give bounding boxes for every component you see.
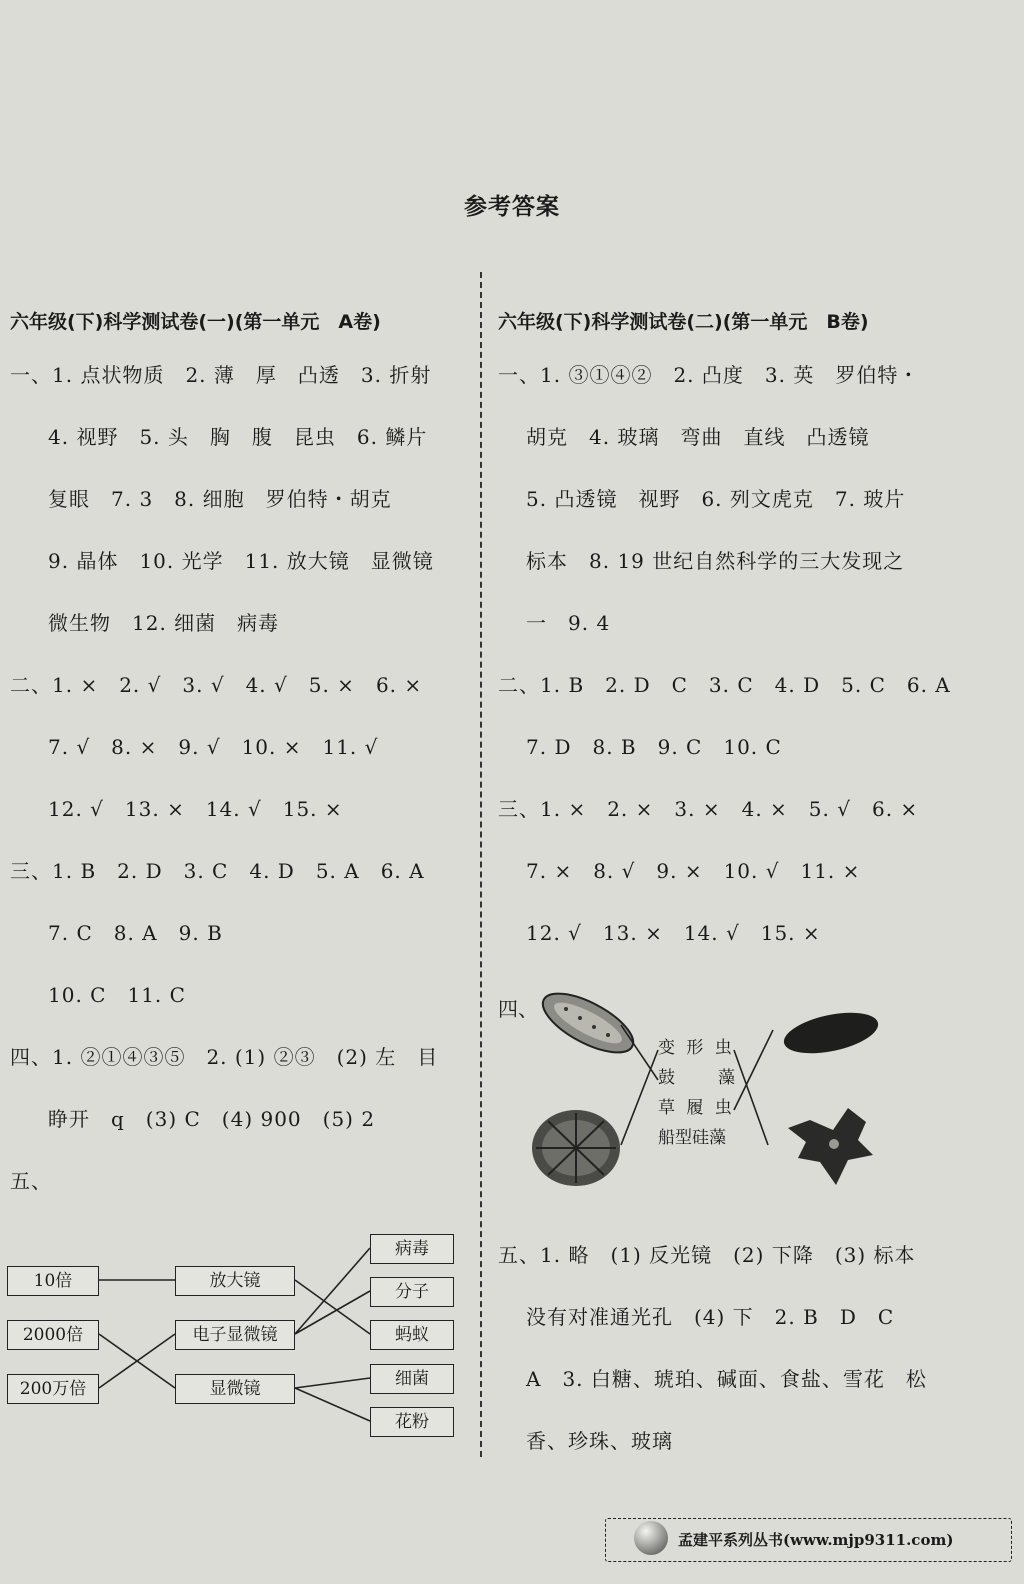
instrument-box: 放大镜 (175, 1266, 295, 1296)
answer-line: 复眼 7. 3 8. 细胞 罗伯特・胡克 (48, 487, 392, 511)
magnification-box: 2000倍 (7, 1320, 99, 1350)
organism-label: 变 形 虫 (658, 1038, 735, 1058)
answer-line: A 3. 白糖、琥珀、碱面、食盐、雪花 松 (526, 1367, 927, 1391)
answer-line: 一、1. 点状物质 2. 薄 厚 凸透 3. 折射 (10, 363, 432, 387)
answer-line: 三、1. × 2. × 3. × 4. × 5. √ 6. × (498, 797, 919, 821)
answer-line: 标本 8. 19 世纪自然科学的三大发现之 (526, 549, 905, 573)
answer-line: 三、1. B 2. D 3. C 4. D 5. A 6. A (10, 859, 425, 883)
logo-ball-icon (634, 1521, 668, 1555)
object-box: 蚂蚁 (370, 1320, 454, 1350)
instrument-box: 电子显微镜 (175, 1320, 295, 1350)
organism-label: 草 履 虫 (658, 1098, 735, 1118)
test-heading: 六年级(下)科学测试卷(二)(第一单元 B卷) (498, 311, 869, 333)
test-heading: 六年级(下)科学测试卷(一)(第一单元 A卷) (10, 311, 381, 333)
object-box: 花粉 (370, 1407, 454, 1437)
page-title: 参考答案 (464, 194, 560, 220)
answer-line: 一 9. 4 (526, 611, 611, 635)
answer-line: 9. 晶体 10. 光学 11. 放大镜 显微镜 (48, 549, 434, 573)
answer-line: 二、1. × 2. √ 3. √ 4. √ 5. × 6. × (10, 673, 423, 697)
answer-line: 一、1. ③①④② 2. 凸度 3. 英 罗伯特・ (498, 363, 920, 387)
answer-line: 7. × 8. √ 9. × 10. √ 11. × (526, 859, 861, 883)
publisher-footer (605, 1518, 1012, 1562)
answer-line: 二、1. B 2. D C 3. C 4. D 5. C 6. A (498, 673, 951, 697)
magnification-box: 10倍 (7, 1266, 99, 1296)
right-column (498, 304, 1008, 964)
organism-label: 鼓 藻 (658, 1068, 738, 1088)
answer-line: 7. C 8. A 9. B (48, 921, 223, 945)
answer-line: 7. D 8. B 9. C 10. C (526, 735, 782, 759)
organism-connector-lines (498, 985, 1008, 1200)
object-box: 病毒 (370, 1234, 454, 1264)
answer-line: 12. √ 13. × 14. √ 15. × (526, 921, 821, 945)
answer-line: 4. 视野 5. 头 胸 腹 昆虫 6. 鳞片 (48, 425, 428, 449)
answer-line: 睁开 q (3) C (4) 900 (5) 2 (48, 1107, 376, 1131)
section-label: 四、 (498, 997, 538, 1021)
magnification-box: 200万倍 (7, 1374, 99, 1404)
microorganism-matching (498, 985, 1008, 1200)
answer-line: 没有对准通光孔 (4) 下 2. B D C (526, 1305, 895, 1329)
instrument-box: 显微镜 (175, 1374, 295, 1404)
column-divider (480, 272, 482, 1457)
answer-line: 香、珍珠、玻璃 (526, 1429, 673, 1453)
answer-line: 四、1. ②①④③⑤ 2. (1) ②③ (2) 左 目 (10, 1045, 439, 1069)
organism-label: 船型硅藻 (658, 1128, 726, 1148)
answer-line: 12. √ 13. × 14. √ 15. × (48, 797, 343, 821)
answer-line: 五、1. 略 (1) 反光镜 (2) 下降 (3) 标本 (498, 1243, 916, 1267)
right-column-section5 (498, 1224, 1008, 1472)
answer-line: 微生物 12. 细菌 病毒 (48, 611, 280, 635)
object-box: 细菌 (370, 1364, 454, 1394)
left-column (10, 304, 470, 1212)
answer-line: 7. √ 8. × 9. √ 10. × 11. √ (48, 735, 379, 759)
object-box: 分子 (370, 1277, 454, 1307)
answer-line: 胡克 4. 玻璃 弯曲 直线 凸透镜 (526, 425, 870, 449)
answer-line: 10. C 11. C (48, 983, 186, 1007)
publisher-text: 孟建平系列丛书(www.mjp9311.com) (678, 1531, 954, 1549)
magnification-matching-diagram (0, 1228, 470, 1448)
answer-line: 五、 (10, 1169, 52, 1193)
answer-line: 5. 凸透镜 视野 6. 列文虎克 7. 玻片 (526, 487, 906, 511)
